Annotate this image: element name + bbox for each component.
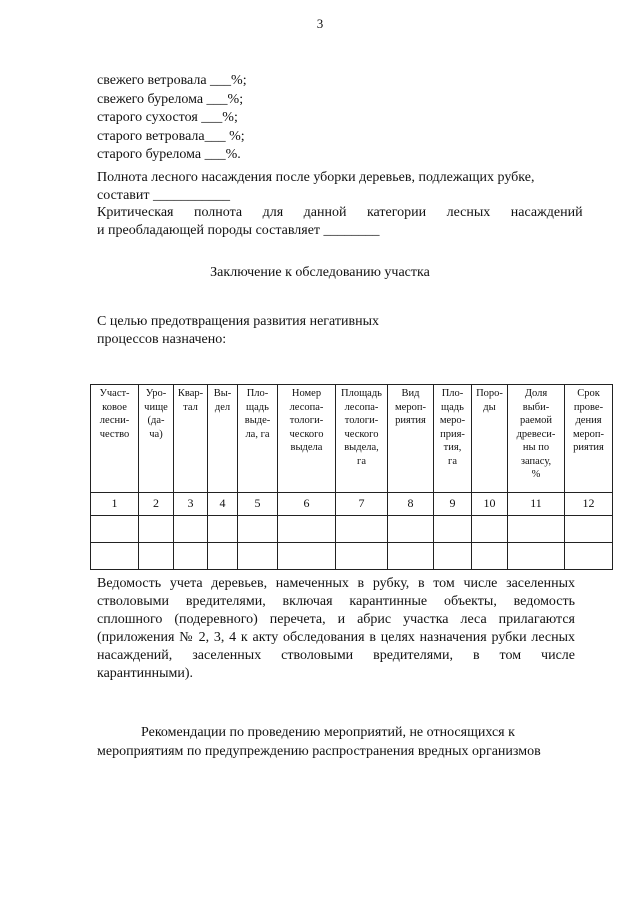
empty-cell xyxy=(388,516,434,543)
recommendations-line1: Рекомендации по проведению мероприятий, не относящихся к xyxy=(141,725,515,740)
purpose-line2: процессов назначено: xyxy=(97,332,227,347)
conclusion-title: Заключение к обследованию участка xyxy=(210,265,430,280)
recommendations-line2: мероприятиям по предупреждению распространения вредных организмов xyxy=(97,743,541,759)
empty-cell xyxy=(238,516,278,543)
measures-table xyxy=(90,384,613,570)
table-row xyxy=(91,543,613,570)
empty-cell xyxy=(336,543,388,570)
purpose-line1: С целью предотвращения развития негативных xyxy=(97,314,380,329)
empty-cell xyxy=(139,516,174,543)
column-number: 2 xyxy=(139,493,174,516)
table-row xyxy=(91,516,613,543)
column-number: 11 xyxy=(508,493,565,516)
damage-ratios-list xyxy=(97,72,247,165)
empty-cell xyxy=(508,543,565,570)
ratio-line: свежего бурелома ___%; xyxy=(97,91,244,107)
critical-density-line2: и преобладающей породы составляет ________ xyxy=(97,223,380,238)
empty-cell xyxy=(208,543,238,570)
header-cell: Номер лесопа- тологи- ческого выдела xyxy=(278,385,336,493)
critical-density-line1: Критическая полнота для данной категории лесных насаждений xyxy=(97,205,583,220)
column-number: 6 xyxy=(278,493,336,516)
column-number: 12 xyxy=(565,493,613,516)
empty-cell xyxy=(336,516,388,543)
ratio-line: старого сухостоя ___%; xyxy=(97,110,238,125)
header-cell: Пло- щадь выде- ла, га xyxy=(238,385,278,493)
empty-cell xyxy=(388,543,434,570)
empty-cell xyxy=(278,543,336,570)
critical-density-paragraph xyxy=(97,204,583,240)
recommendations-heading xyxy=(97,724,575,761)
empty-cell xyxy=(565,543,613,570)
empty-cell xyxy=(472,516,508,543)
table-header-row xyxy=(91,385,613,493)
header-cell: Квар- тал xyxy=(174,385,208,493)
column-number: 7 xyxy=(336,493,388,516)
column-number: 5 xyxy=(238,493,278,516)
empty-cell xyxy=(91,516,139,543)
column-number: 8 xyxy=(388,493,434,516)
header-cell: Вы- дел xyxy=(208,385,238,493)
empty-cell xyxy=(174,543,208,570)
density-after-paragraph xyxy=(97,169,575,205)
empty-cell xyxy=(565,516,613,543)
ratio-line: свежего ветровала ___%; xyxy=(97,73,247,88)
column-number: 4 xyxy=(208,493,238,516)
empty-cell xyxy=(278,516,336,543)
column-number-row xyxy=(91,493,613,516)
attachments-paragraph: Ведомость учета деревьев, намеченных в рубку, в том числе заселенных стволовыми вредителями, включая карантинные объекты, ведомость сплошного (подеревного) перечета, и абрис участка леса прилагаются (приложения № 2, 3, 4 к акту обследования в целях назначения рубки лесных насаждений, заселенных стволовыми вредителями, в том числе карантинными). xyxy=(97,576,575,681)
header-cell: Уро- чище (да- ча) xyxy=(139,385,174,493)
empty-cell xyxy=(208,516,238,543)
column-number: 10 xyxy=(472,493,508,516)
density-after-line1: Полнота лесного насаждения после уборки деревьев, подлежащих рубке, xyxy=(97,170,535,185)
header-cell: Поро- ды xyxy=(472,385,508,493)
page-number: 3 xyxy=(316,16,324,31)
purpose-paragraph xyxy=(97,313,575,349)
header-cell: Доля выби- раемой древеси- ны по запасу, % xyxy=(508,385,565,493)
empty-cell xyxy=(472,543,508,570)
header-cell: Участ- ковое лесни- чество xyxy=(91,385,139,493)
empty-cell xyxy=(238,543,278,570)
empty-cell xyxy=(139,543,174,570)
ratio-line: старого ветровала___ %; xyxy=(97,128,245,144)
empty-cell xyxy=(434,543,472,570)
empty-cell xyxy=(174,516,208,543)
header-cell: Вид мероп- риятия xyxy=(388,385,434,493)
header-cell: Площадь лесопа- тологи- ческого выдела, га xyxy=(336,385,388,493)
header-cell: Пло- щадь меро- прия- тия, га xyxy=(434,385,472,493)
ratio-line: старого бурелома ___%. xyxy=(97,147,241,162)
empty-cell xyxy=(434,516,472,543)
column-number: 9 xyxy=(434,493,472,516)
header-cell: Срок прове- дения мероп- риятия xyxy=(565,385,613,493)
empty-cell xyxy=(91,543,139,570)
column-number: 1 xyxy=(91,493,139,516)
column-number: 3 xyxy=(174,493,208,516)
empty-cell xyxy=(508,516,565,543)
density-after-line2: составит ___________ xyxy=(97,188,230,203)
